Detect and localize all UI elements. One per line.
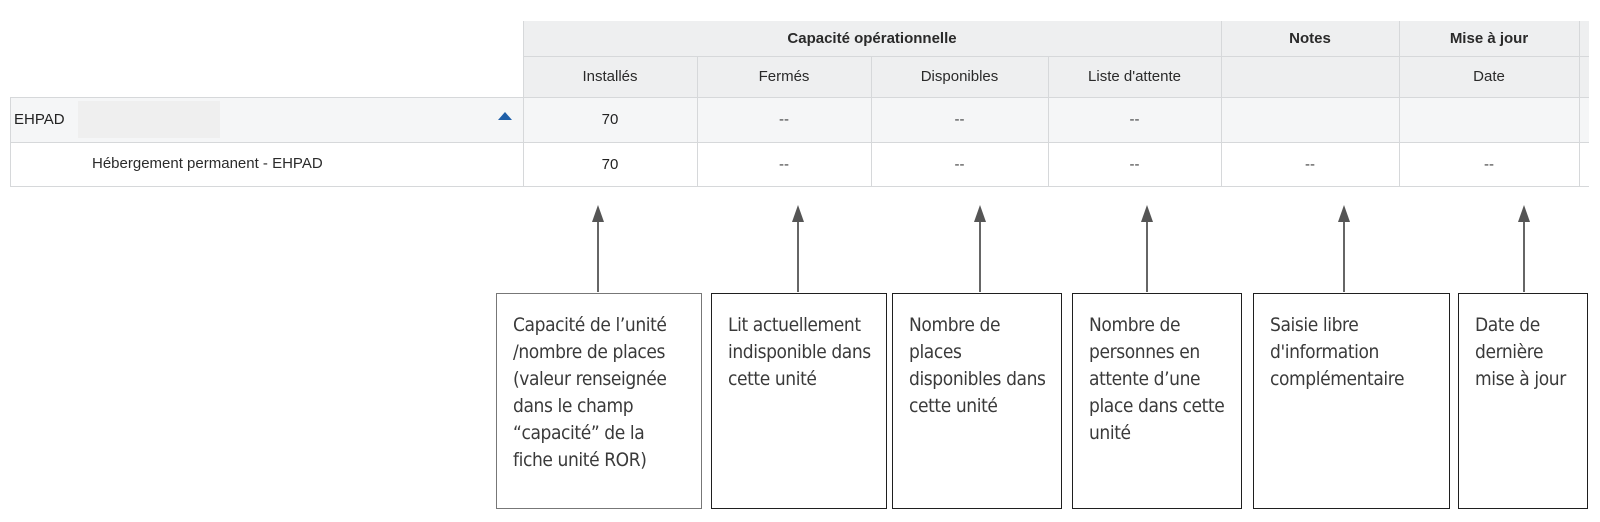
row-label-hebergement: Hébergement permanent - EHPAD bbox=[92, 155, 323, 172]
column-header-available[interactable]: Disponibles bbox=[920, 68, 999, 85]
arrow-closed bbox=[792, 205, 804, 292]
cell-available: -- bbox=[954, 111, 965, 128]
arrow-installed bbox=[592, 205, 604, 292]
column-header-date[interactable]: Date bbox=[1473, 68, 1505, 85]
cell-waitlist: -- bbox=[1129, 111, 1140, 128]
cell-closed: -- bbox=[779, 111, 789, 128]
row-label-ehpad: EHPAD bbox=[14, 111, 65, 128]
cell-available: -- bbox=[954, 155, 965, 173]
annotation-notes: Saisie libre d'information complémentaire bbox=[1253, 293, 1450, 509]
cell-installed: 70 bbox=[601, 155, 619, 173]
column-header-waitlist[interactable]: Liste d'attente bbox=[1088, 68, 1181, 85]
annotation-closed: Lit actuellement indisponible dans cette unité bbox=[711, 293, 887, 509]
arrow-available bbox=[974, 205, 986, 292]
arrow-date bbox=[1518, 205, 1530, 292]
arrow-waitlist bbox=[1141, 205, 1153, 292]
annotation-available: Nombre de places disponibles dans cette unité bbox=[892, 293, 1062, 509]
annotation-waitlist: Nombre de personnes en attente d’une place dans cette unité bbox=[1072, 293, 1242, 509]
group-header-update: Mise à jour bbox=[1449, 30, 1529, 47]
column-header-installed[interactable]: Installés bbox=[582, 68, 638, 85]
cell-closed: -- bbox=[779, 155, 789, 173]
annotation-installed: Capacité de l’unité /nombre de places (valeur renseignée dans le champ “capacité” de la fiche unité ROR) bbox=[496, 293, 702, 509]
arrow-notes bbox=[1338, 205, 1350, 292]
cell-notes: -- bbox=[1305, 155, 1315, 173]
group-header-notes: Notes bbox=[1289, 30, 1331, 47]
annotation-date: Date de dernière mise à jour bbox=[1458, 293, 1588, 509]
group-header-capacity: Capacité opérationnelle bbox=[787, 30, 957, 47]
cell-waitlist: -- bbox=[1129, 155, 1140, 173]
cell-installed: 70 bbox=[601, 111, 619, 128]
cell-date: -- bbox=[1484, 155, 1494, 173]
column-header-closed[interactable]: Fermés bbox=[758, 68, 810, 85]
